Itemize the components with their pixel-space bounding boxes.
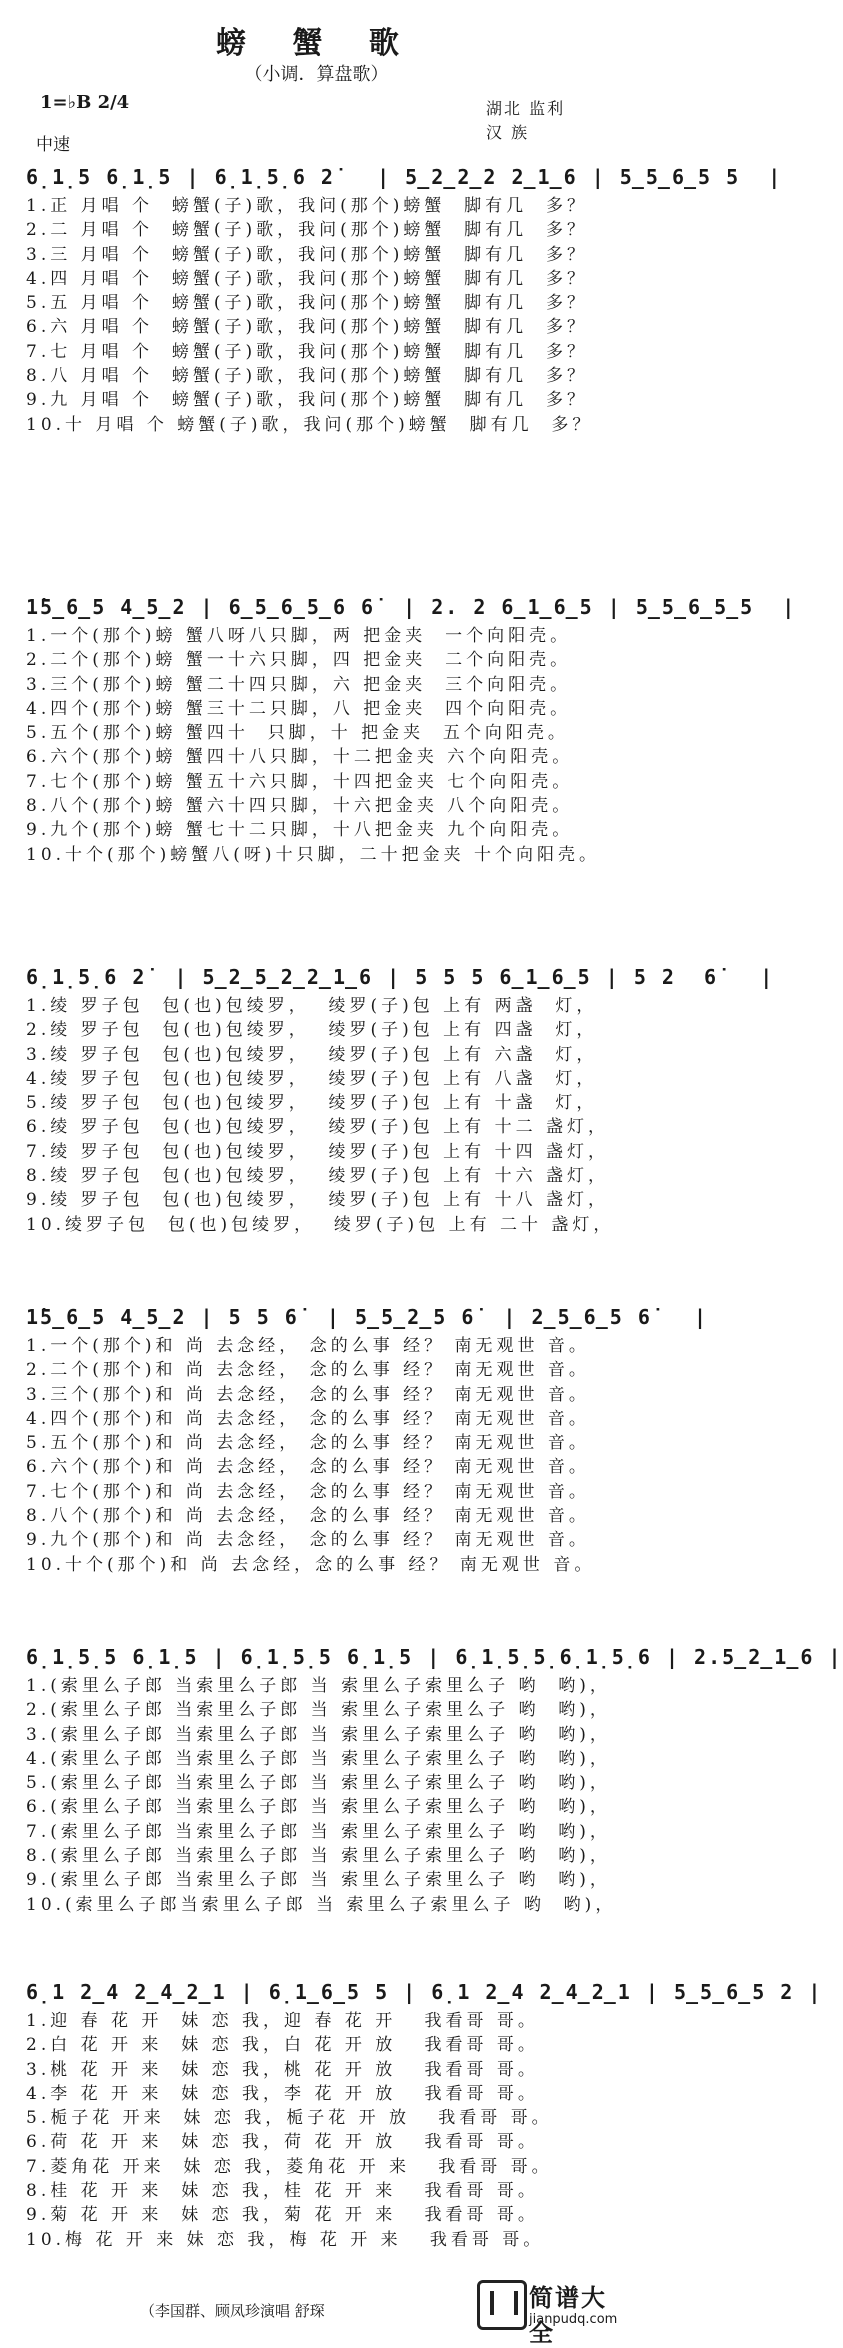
lyric-line: 9.绫 罗子包 包(也)包绫罗， 绫罗(子)包 上有 十八 盏灯，	[26, 1190, 609, 1211]
lyric-line: 9.(索里么子郎 当索里么子郎 当 索里么子索里么子 哟 哟)，	[26, 1870, 611, 1891]
lyric-line: 6.荷 花 开 来 妹 恋 我，荷 花 开 放 我看哥 哥。	[26, 2132, 539, 2153]
lyric-line: 2.二个(那个)和 尚 去念经， 念的么事 经？ 南无观世 音。	[26, 1360, 590, 1381]
score-section-1	[26, 160, 783, 437]
lyric-line: 7.七个(那个)和 尚 去念经， 念的么事 经？ 南无观世 音。	[26, 1481, 590, 1502]
lyric-line: 2.绫 罗子包 包(也)包绫罗， 绫罗(子)包 上有 四盏 灯，	[26, 1020, 598, 1041]
lyric-line: 1.正 月唱 个 螃蟹(子)歌，我问(那个)螃蟹 脚有几 多？	[26, 196, 588, 216]
score-section-6	[26, 1975, 823, 2252]
lyric-line: 8.八个(那个)和 尚 去念经， 念的么事 经？ 南无观世 音。	[26, 1506, 590, 1527]
site-logo[interactable]	[477, 2276, 627, 2347]
lyric-line: 5.绫 罗子包 包(也)包绫罗， 绫罗(子)包 上有 十盏 灯，	[26, 1093, 598, 1114]
lyric-line: 6.六个(那个)和 尚 去念经， 念的么事 经？ 南无观世 音。	[26, 1457, 590, 1478]
lyric-line: 8.绫 罗子包 包(也)包绫罗， 绫罗(子)包 上有 十六 盏灯，	[26, 1166, 609, 1187]
lyric-line: 5.栀子花 开来 妹 恋 我，栀子花 开 放 我看哥 哥。	[26, 2108, 553, 2129]
lyric-line: 1.一个(那个)螃 蟹八呀八只脚，两 把金夹 一个向阳壳。	[26, 626, 572, 646]
notation-line: 1̇5̲6̲5 4̲5̲2 | 6̲5̲6̲5̲6 6˙ | 2. 2 6̲1̲6̲5 | 5̲5̲6̲5̲5 |	[26, 595, 797, 619]
lyric-line: 5.(索里么子郎 当索里么子郎 当 索里么子索里么子 哟 哟)，	[26, 1773, 611, 1794]
lyric-line: 4.李 花 开 来 妹 恋 我，李 花 开 放 我看哥 哥。	[26, 2083, 539, 2104]
tempo-marking: 中速	[36, 135, 70, 155]
score-section-2	[26, 590, 797, 867]
lyric-line: 8.八个(那个)螃 蟹六十四只脚，十六把金夹 八个向阳壳。	[26, 796, 574, 817]
lyric-line: 4.四 月唱 个 螃蟹(子)歌，我问(那个)螃蟹 脚有几 多？	[26, 268, 588, 289]
lyric-line: 10.十个(那个)螃蟹八(呀)十只脚，二十把金夹 十个向阳壳。	[26, 844, 600, 865]
piano-logo-icon	[477, 2280, 527, 2330]
lyric-line: 5.五个(那个)和 尚 去念经， 念的么事 经？ 南无观世 音。	[26, 1433, 590, 1454]
lyric-line: 4.绫 罗子包 包(也)包绫罗， 绫罗(子)包 上有 八盏 灯，	[26, 1068, 598, 1089]
lyric-line: 8.(索里么子郎 当索里么子郎 当 索里么子索里么子 哟 哟)，	[26, 1846, 611, 1867]
lyric-line: 9.九 月唱 个 螃蟹(子)歌，我问(那个)螃蟹 脚有几 多？	[26, 390, 588, 411]
lyric-line: 6.六个(那个)螃 蟹四十八只脚，十二把金夹 六个向阳壳。	[26, 747, 574, 768]
score-section-5	[26, 1640, 843, 1917]
lyric-line: 1.(索里么子郎 当索里么子郎 当 索里么子索里么子 哟 哟)，	[26, 1676, 611, 1696]
lyric-line: 5.五个(那个)螃 蟹四十 只脚，十 把金夹 五个向阳壳。	[26, 723, 569, 744]
key-signature: 1=♭B 2/4	[40, 92, 130, 113]
lyric-line: 2.白 花 开 来 妹 恋 我，白 花 开 放 我看哥 哥。	[26, 2035, 539, 2056]
score-section-3	[26, 960, 775, 1237]
notation-line: 1̇5̲6̲5 4̲5̲2 | 5 5 6˙ | 5̲5̲2̲5 6˙ | 2̲5̲6̲5 6˙ |	[26, 1305, 709, 1329]
notation-line: 6̣1̣5 6̣1̣5 | 6̣1̣5̣6 2˙ | 5̲2̲2̲2 2̲1̲6 | 5̲5̲6̲5 5 |	[26, 165, 783, 189]
lyric-line: 7.菱角花 开来 妹 恋 我，菱角花 开 来 我看哥 哥。	[26, 2156, 553, 2177]
lyric-line: 6.六 月唱 个 螃蟹(子)歌，我问(那个)螃蟹 脚有几 多？	[26, 317, 588, 338]
lyric-line: 1.迎 春 花 开 妹 恋 我，迎 春 花 开 我看哥 哥。	[26, 2011, 539, 2031]
lyric-line: 6.(索里么子郎 当索里么子郎 当 索里么子索里么子 哟 哟)，	[26, 1797, 611, 1818]
lyric-line: 8.八 月唱 个 螃蟹(子)歌，我问(那个)螃蟹 脚有几 多？	[26, 366, 588, 387]
lyric-line: 9.九个(那个)和 尚 去念经， 念的么事 经？ 南无观世 音。	[26, 1530, 590, 1551]
lyric-line: 7.七 月唱 个 螃蟹(子)歌，我问(那个)螃蟹 脚有几 多？	[26, 341, 588, 362]
lyric-line: 2.(索里么子郎 当索里么子郎 当 索里么子索里么子 哟 哟)，	[26, 1700, 611, 1721]
region-credit: 湖北 监利	[486, 99, 566, 118]
lyric-line: 9.九个(那个)螃 蟹七十二只脚，十八把金夹 九个向阳壳。	[26, 820, 574, 841]
lyric-line: 8.桂 花 开 来 妹 恋 我，桂 花 开 来 我看哥 哥。	[26, 2181, 539, 2202]
lyric-line: 3.(索里么子郎 当索里么子郎 当 索里么子索里么子 哟 哟)，	[26, 1724, 611, 1745]
lyric-line: 10.绫罗子包 包(也)包绫罗， 绫罗(子)包 上有 二十 盏灯，	[26, 1214, 615, 1235]
performer-credit: （李国群、顾凤珍演唱 舒琛	[140, 2302, 325, 2320]
song-subtitle: （小调．算盘歌）	[244, 64, 389, 85]
lyric-line: 6.绫 罗子包 包(也)包绫罗， 绫罗(子)包 上有 十二 盏灯，	[26, 1117, 609, 1138]
lyric-line: 9.菊 花 开 来 妹 恋 我，菊 花 开 来 我看哥 哥。	[26, 2205, 539, 2226]
notation-line: 6̣1̣5̣6 2˙ | 5̲2̲5̲2̲2̲1̲6 | 5 5 5 6̲1̲6̲5 | 5 2 6˙ |	[26, 965, 775, 989]
site-name: 简谱大全	[529, 2284, 607, 2347]
lyric-line: 3.绫 罗子包 包(也)包绫罗， 绫罗(子)包 上有 六盏 灯，	[26, 1044, 598, 1065]
lyric-line: 3.三 月唱 个 螃蟹(子)歌，我问(那个)螃蟹 脚有几 多？	[26, 244, 588, 265]
site-url: jianpudq.com	[529, 2312, 618, 2327]
lyric-line: 3.桃 花 开 来 妹 恋 我，桃 花 开 放 我看哥 哥。	[26, 2059, 539, 2080]
notation-line: 6̣1 2̲4 2̲4̲2̲1 | 6̣1̲6̲5 5 | 6̣1 2̲4 2̲4̲2̲1 | 5̲5̲6̲5 2 |	[26, 1980, 823, 2004]
lyric-line: 1.一个(那个)和 尚 去念经， 念的么事 经？ 南无观世 音。	[26, 1336, 590, 1356]
lyric-line: 10.十个(那个)和 尚 去念经，念的么事 经？ 南无观世 音。	[26, 1554, 596, 1575]
lyric-line: 10.(索里么子郎当索里么子郎 当 索里么子索里么子 哟 哟)，	[26, 1894, 617, 1915]
lyric-line: 2.二个(那个)螃 蟹一十六只脚，四 把金夹 二个向阳壳。	[26, 650, 572, 671]
lyric-line: 7.(索里么子郎 当索里么子郎 当 索里么子索里么子 哟 哟)，	[26, 1821, 611, 1842]
lyric-line: 1.绫 罗子包 包(也)包绫罗， 绫罗(子)包 上有 两盏 灯，	[26, 996, 598, 1016]
lyric-line: 4.四个(那个)和 尚 去念经， 念的么事 经？ 南无观世 音。	[26, 1408, 590, 1429]
score-section-4	[26, 1300, 709, 1577]
lyric-line: 10.十 月唱 个 螃蟹(子)歌，我问(那个)螃蟹 脚有几 多？	[26, 414, 594, 435]
lyric-line: 4.四个(那个)螃 蟹三十二只脚，八 把金夹 四个向阳壳。	[26, 698, 572, 719]
lyric-line: 2.二 月唱 个 螃蟹(子)歌，我问(那个)螃蟹 脚有几 多？	[26, 220, 588, 241]
lyric-line: 3.三个(那个)和 尚 去念经， 念的么事 经？ 南无观世 音。	[26, 1384, 590, 1405]
lyric-line: 5.五 月唱 个 螃蟹(子)歌，我问(那个)螃蟹 脚有几 多？	[26, 293, 588, 314]
ethnic-credit: 汉 族	[486, 123, 530, 142]
lyric-line: 7.绫 罗子包 包(也)包绫罗， 绫罗(子)包 上有 十四 盏灯，	[26, 1141, 609, 1162]
lyric-line: 4.(索里么子郎 当索里么子郎 当 索里么子索里么子 哟 哟)，	[26, 1748, 611, 1769]
notation-line: 6̣1̣5̣5 6̣1̣5 | 6̣1̣5̣5 6̣1̣5 | 6̣1̣5̣5̣6̣1̣5̣6 | 2.5̲2̲1̲6 |	[26, 1645, 843, 1669]
song-title: 螃 蟹 歌	[216, 26, 417, 61]
lyric-line: 3.三个(那个)螃 蟹二十四只脚，六 把金夹 三个向阳壳。	[26, 674, 572, 695]
lyric-line: 10.梅 花 开 来 妹 恋 我，梅 花 开 来 我看哥 哥。	[26, 2229, 545, 2250]
lyric-line: 7.七个(那个)螃 蟹五十六只脚，十四把金夹 七个向阳壳。	[26, 771, 574, 792]
